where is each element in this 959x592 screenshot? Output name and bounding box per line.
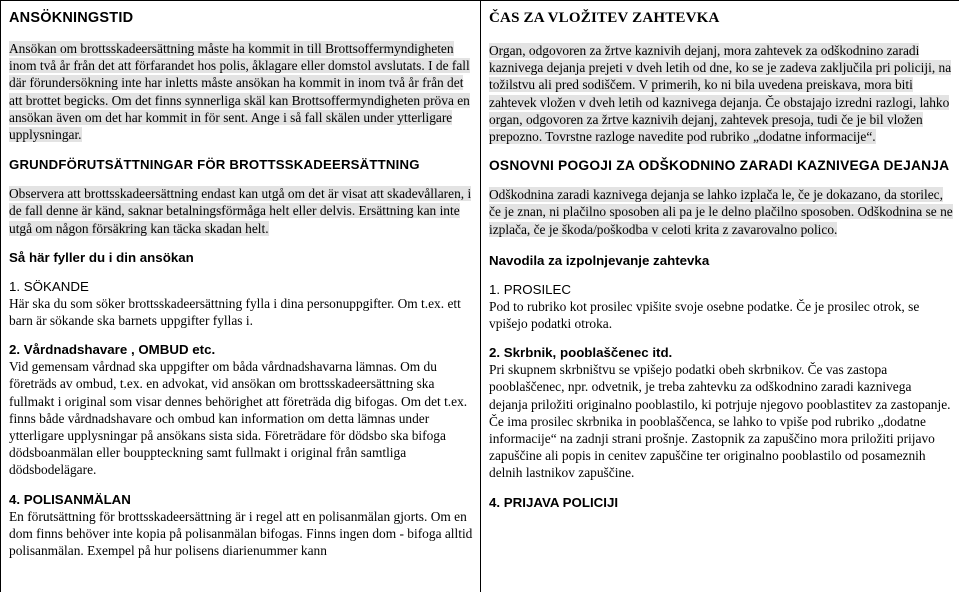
slovenian-intro-text: Organ, odgovoren za žrtve kaznivih dejanj, mora zahtevek za odškodnino zaradi kaznivega dejanja prejeti v dveh letih od dne, ko se je zadeva zaključila pri policiji, na tožilstvu ali pred sodiščem. V primerih, ko ni bila uvedena preiskava, mora biti zahtevek vložen v dveh letih od kaznivega dejanja. Če obstajajo izredni razlogi, lahko organ, odgovoren za žrtve kaznivih dejanj, zahtevek presoja, tudi če je bil vložen prepozno. Tovrstne razloge navedite pod rubriko „dodatne informacije“. <box>489 43 952 145</box>
swedish-intro-text: Ansökan om brottsskadeersättning måste ha kommit in till Brottsoffermyndigheten inom två år från det att förfarandet hos polis, åklagare eller domstol avslutats. I de fall där förundersökning inte har inletts måste ansökan ha kommit in inom två år från det att brottet begicks. Om det finns synnerliga skäl kan Brottsoffermyndigheten pröva en ansökan även om det har kommit in för sent. Ange i så fall skälen under ytterligare upplysningar. <box>9 41 470 143</box>
swedish-grund-text: Observera att brottsskadeersättning endast kan utgå om det är visat att skadevållaren, i de fall denne är känd, saknar betalningsförmåga helt eller delvis. Ersättning kan inte utgå om någon försäkring kan täcka skadan helt. <box>9 186 472 236</box>
swedish-s2-text: Vid gemensam vårdnad ska uppgifter om båda vårdnadshavarna lämnas. Om du företräds av ombud, t.ex. en advokat, vid ansökan om brottsskadeersättning ska fullmakt i original som visar dennes behörighet att företräda dig bifogas. Om det t.ex. finns både vårdnadshavare och ombud kan information om detta lämnas under ytterligare upplysningar på ansökans sista sida. Företrädare för dödsbo ska bifoga dödsboanmälan eller bouppteckning samt fullmakt i original från samtliga dödsbodelägare. <box>9 359 468 478</box>
swedish-title: ANSÖKNINGSTID <box>9 10 134 26</box>
swedish-intro <box>9 40 474 143</box>
slovenian-s4-title: 4. PRIJAVA POLICIJI <box>489 494 619 510</box>
swedish-s1-title: 1. SÖKANDE <box>9 278 89 294</box>
swedish-howto-title: Så här fyller du i din ansökan <box>9 249 194 265</box>
swedish-s4-title: 4. POLISANMÄLAN <box>9 491 131 507</box>
slovenian-title: ČAS ZA VLOŽITEV ZAHTEVKA <box>489 10 720 26</box>
swedish-s1-text: Här ska du som söker brottsskadeersättning fylla i dina personuppgifter. Om t.ex. ett barn är sökande ska barnets uppgifter fyllas i. <box>9 295 461 329</box>
slovenian-s1-text: Pod to rubriko kot prosilec vpišite svoje osebne podatke. Če je prosilec otrok, se vpišejo podatki otroka. <box>489 298 920 332</box>
slovenian-s2-title: 2. Skrbnik, pooblaščenec itd. <box>489 345 673 361</box>
swedish-grund-paragraph <box>9 185 474 237</box>
slovenian-intro <box>489 42 953 145</box>
slovenian-osnovni-paragraph <box>489 186 953 238</box>
slovenian-osnovni-text: Odškodnina zaradi kaznivega dejanja se lahko izplača le, če je dokazano, da storilec, če je znan, ni plačilno sposoben ali pa je le delno plačilno sposoben. Odškodnina se ne izplača, če je škoda/poškodba v celoti krita z zavarovalno polico. <box>489 187 953 237</box>
swedish-column <box>1 1 481 592</box>
swedish-s2-title: 2. Vårdnadshavare , OMBUD etc. <box>9 342 216 358</box>
swedish-grund-title: GRUNDFÖRUTSÄTTNINGAR FÖR BROTTSSKADEERSÄTTNING <box>9 157 420 173</box>
slovenian-howto-title: Navodila za izpolnjevanje zahtevka <box>489 252 710 268</box>
slovenian-s2-text: Pri skupnem skrbništvu se vpišejo podatki obeh skrbnikov. Če vas zastopa pooblaščenec, npr. odvetnik, je treba zahtevku za odškodnino zaradi kaznivega dejanja priložiti originalno pooblastilo, ki potrjuje njegovo pooblastitev za zastopanje. Če ima prosilec skrbnika in pooblaščenca, se lahko to vpiše pod rubriko „dodatne informacije“ na zadnji strani prošnje. Zastopnik za zapuščino mora priložiti prijavo zapuščine ali popis in cenitev zapuščine ter originalno pooblastilo od posameznih delnih lastnikov zapuščine. <box>489 362 951 481</box>
slovenian-s1-title: 1. PROSILEC <box>489 281 572 297</box>
slovenian-osnovni-title: OSNOVNI POGOJI ZA ODŠKODNINO ZARADI KAZNIVEGA DEJANJA <box>489 158 950 174</box>
swedish-s4-text: En förutsättning för brottsskadeersättning är i regel att en polisanmälan gjorts. Om en dom finns behöver inte kopia på polisanmälan bifogas. Finns ingen dom - bifoga alltid polisanmälan. Exempel på hur polisens diarienummer kann <box>9 508 473 559</box>
slovenian-column <box>481 1 959 592</box>
